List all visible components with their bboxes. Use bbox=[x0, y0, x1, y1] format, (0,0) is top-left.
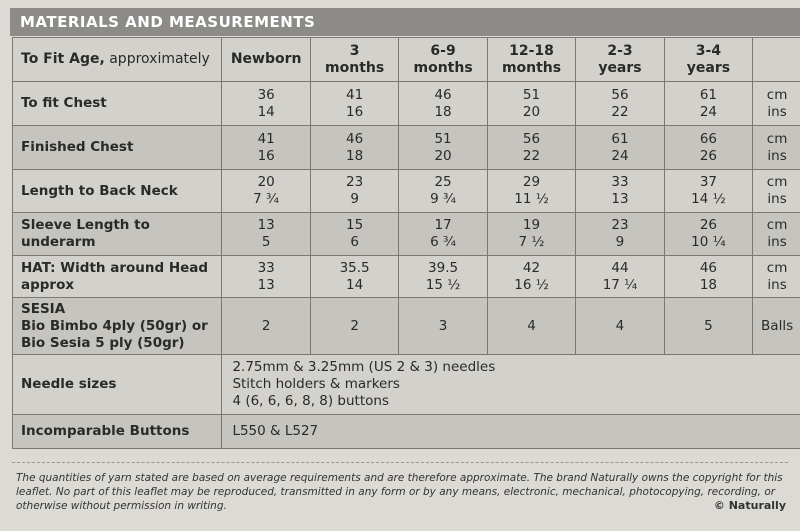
age-row bbox=[13, 38, 800, 82]
row-label: Length to Back Neck bbox=[13, 170, 222, 213]
needles-label: Needle sizes bbox=[13, 355, 222, 415]
size-newborn: Newborn bbox=[222, 38, 310, 82]
needles-row bbox=[13, 355, 800, 415]
unit-cell: cm ins bbox=[753, 170, 800, 213]
table-cell: 29 11 ½ bbox=[487, 170, 575, 213]
table-cell: 25 9 ¾ bbox=[399, 170, 487, 213]
section-title: MATERIALS AND MEASUREMENTS bbox=[10, 8, 800, 36]
size-12-18-months: 12-18 months bbox=[487, 38, 575, 82]
table-cell: 26 10 ¼ bbox=[664, 213, 752, 256]
table-cell: 51 20 bbox=[487, 82, 575, 126]
table-cell: 3 bbox=[399, 298, 487, 355]
table-row bbox=[13, 126, 800, 170]
table-row bbox=[13, 170, 800, 213]
table-cell: 36 14 bbox=[222, 82, 310, 126]
table-cell: 13 5 bbox=[222, 213, 310, 256]
table-cell: 37 14 ½ bbox=[664, 170, 752, 213]
buttons-label: Incomparable Buttons bbox=[13, 415, 222, 449]
unit-cell: cm ins bbox=[753, 213, 800, 256]
unit-cell: cm ins bbox=[753, 126, 800, 170]
table-cell: 23 9 bbox=[576, 213, 664, 256]
age-label: To Fit Age, approximately bbox=[13, 38, 222, 82]
table-cell: 51 20 bbox=[399, 126, 487, 170]
table-cell: 42 16 ½ bbox=[487, 256, 575, 298]
measurements-table bbox=[12, 37, 800, 449]
table-cell: 33 13 bbox=[222, 256, 310, 298]
table-cell: 61 24 bbox=[664, 82, 752, 126]
table-cell: 46 18 bbox=[664, 256, 752, 298]
table-cell: 39.5 15 ½ bbox=[399, 256, 487, 298]
table-cell: 4 bbox=[487, 298, 575, 355]
table-cell: 35.5 14 bbox=[310, 256, 398, 298]
needles-details: 2.75mm & 3.25mm (US 2 & 3) needles Stitch holders & markers 4 (6, 6, 6, 8, 8) buttons bbox=[222, 355, 800, 415]
row-label: Finished Chest bbox=[13, 126, 222, 170]
table-cell: 46 18 bbox=[399, 82, 487, 126]
table-cell: 4 bbox=[576, 298, 664, 355]
table-cell: 56 22 bbox=[576, 82, 664, 126]
footer-divider bbox=[12, 462, 788, 463]
size-3-months: 3 months bbox=[310, 38, 398, 82]
table-cell: 33 13 bbox=[576, 170, 664, 213]
yarn-label: SESIA Bio Bimbo 4ply (50gr) or Bio Sesia 5 ply (50gr) bbox=[13, 298, 222, 355]
table-row bbox=[13, 213, 800, 256]
table-cell: 66 26 bbox=[664, 126, 752, 170]
table-cell: 56 22 bbox=[487, 126, 575, 170]
table-cell: 15 6 bbox=[310, 213, 398, 256]
table-cell: 19 7 ½ bbox=[487, 213, 575, 256]
table-row bbox=[13, 82, 800, 126]
table-cell: 46 18 bbox=[310, 126, 398, 170]
table-cell: 2 bbox=[310, 298, 398, 355]
table-cell: 5 bbox=[664, 298, 752, 355]
table-cell: 20 7 ¾ bbox=[222, 170, 310, 213]
table-cell: 41 16 bbox=[310, 82, 398, 126]
row-label: HAT: Width around Head approx bbox=[13, 256, 222, 298]
size-6-9-months: 6-9 months bbox=[399, 38, 487, 82]
size-3-4-years: 3-4 years bbox=[664, 38, 752, 82]
copyright-notice: The quantities of yarn stated are based on average requirements and are therefore approximate. The brand Naturally owns the copyright for this leaflet. No part of this leaflet may be reproduced, transmitted in any form or by any means, electronic, mechanical, photocopying, recording, or otherwise without permission in writing. bbox=[16, 472, 783, 512]
table-cell: 23 9 bbox=[310, 170, 398, 213]
table-cell: 61 24 bbox=[576, 126, 664, 170]
table-cell: 2 bbox=[222, 298, 310, 355]
size-2-3-years: 2-3 years bbox=[576, 38, 664, 82]
table-cell: 44 17 ¼ bbox=[576, 256, 664, 298]
row-label: Sleeve Length to underarm bbox=[13, 213, 222, 256]
table-row bbox=[13, 256, 800, 298]
unit-cell: cm ins bbox=[753, 256, 800, 298]
yarn-row bbox=[13, 298, 800, 355]
buttons-value: L550 & L527 bbox=[222, 415, 800, 449]
brand-copyright: © Naturally bbox=[713, 499, 786, 512]
table-cell: 17 6 ¾ bbox=[399, 213, 487, 256]
unit-header bbox=[753, 38, 800, 82]
table-cell: 41 16 bbox=[222, 126, 310, 170]
unit-cell: cm ins bbox=[753, 82, 800, 126]
row-label: To fit Chest bbox=[13, 82, 222, 126]
unit-cell: Balls bbox=[753, 298, 800, 355]
buttons-row bbox=[13, 415, 800, 449]
